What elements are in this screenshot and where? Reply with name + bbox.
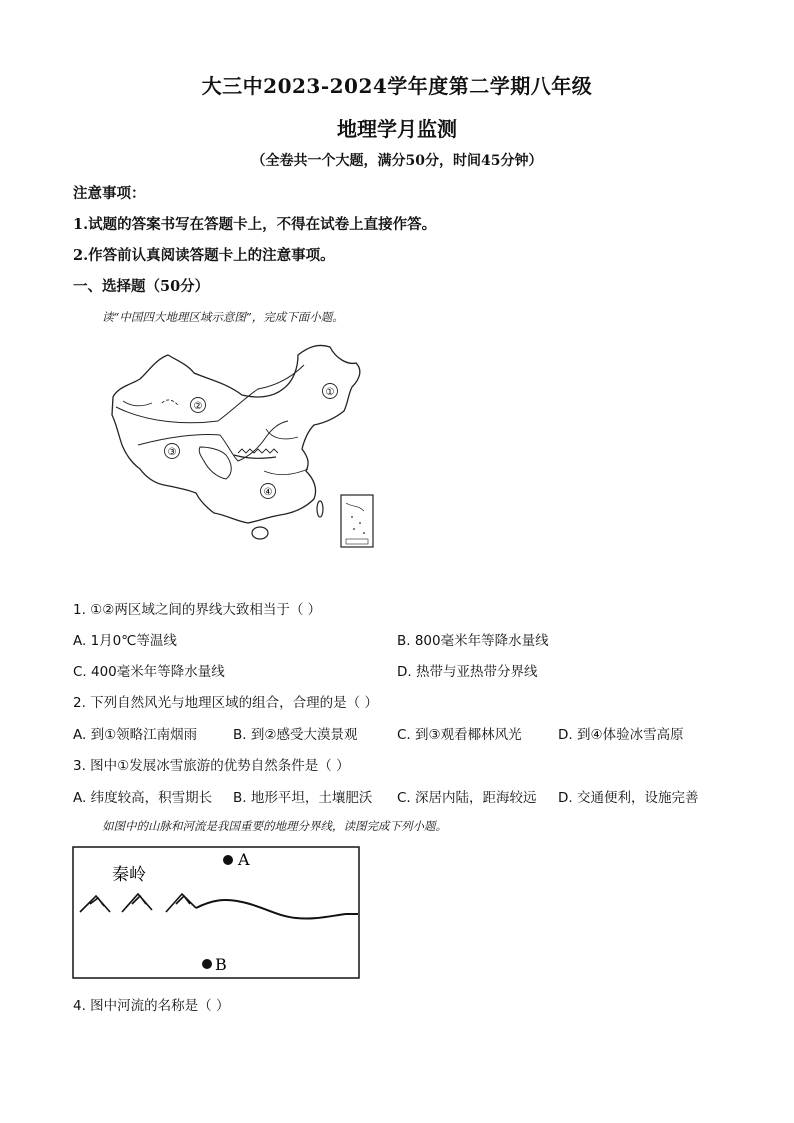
region-label-4: [261, 484, 276, 499]
svg-text:③: ③: [167, 447, 177, 458]
point-b-marker: [202, 959, 212, 969]
map-intro: 读“中国四大地理区域示意图”，完成下面小题。: [102, 310, 344, 324]
question-3: 3. 图中①发展冰雪旅游的优势自然条件是（ ）: [73, 758, 350, 774]
q2-option-b: B. 到②感受大漠景观: [233, 727, 358, 743]
china-regions-map: [108, 337, 383, 552]
q1-option-c: C. 400毫米年等降水量线: [73, 664, 225, 680]
svg-text:①: ①: [325, 387, 335, 398]
region-label-1: [323, 384, 338, 399]
page-subtitle-title: 地理学月监测: [337, 117, 457, 141]
exam-info: （全卷共一个大题，满分50分，时间45分钟）: [251, 153, 543, 169]
mountain-label: 秦岭: [112, 865, 146, 885]
notes-heading: 注意事项：: [73, 185, 146, 202]
q3-option-a: A. 纬度较高，积雪期长: [73, 790, 213, 806]
china-outline: [112, 345, 360, 523]
q1-option-d: D. 热带与亚热带分界线: [397, 664, 538, 680]
svg-text:②: ②: [193, 401, 203, 412]
region-label-2: [191, 398, 206, 413]
question-1: 1. ①②两区域之间的界线大致相当于（ ）: [73, 602, 322, 618]
question-4: 4. 图中河流的名称是（ ）: [73, 998, 230, 1014]
q1-option-b: B. 800毫米年等降水量线: [397, 633, 549, 649]
q2-option-a: A. 到①领略江南烟雨: [73, 727, 198, 743]
section-heading: 一、选择题（50分）: [73, 278, 210, 295]
point-b-label: B: [215, 955, 227, 974]
question-2: 2. 下列自然风光与地理区域的组合，合理的是（ ）: [73, 695, 378, 711]
q2-option-d: D. 到④体验冰雪高原: [558, 727, 684, 743]
page-title: 大三中2023-2024学年度第二学期八年级: [201, 74, 593, 98]
qinling-diagram: [72, 846, 360, 979]
note-item-2: 2.作答前认真阅读答题卡上的注意事项。: [73, 247, 335, 264]
q2-option-c: C. 到③观看椰林风光: [397, 727, 522, 743]
south-china-sea-inset: [341, 495, 373, 547]
q3-option-c: C. 深居内陆，距海较远: [397, 790, 537, 806]
point-a-label: A: [238, 850, 250, 869]
point-a-marker: [223, 855, 233, 865]
q1-option-a: A. 1月0℃等温线: [73, 633, 177, 649]
q3-option-d: D. 交通便利，设施完善: [558, 790, 699, 806]
diagram-intro: 如图中的山脉和河流是我国重要的地理分界线，读图完成下列小题。: [102, 819, 447, 833]
note-item-1: 1.试题的答案书写在答题卡上，不得在试卷上直接作答。: [73, 216, 437, 233]
region-label-3: [165, 444, 180, 459]
svg-text:④: ④: [263, 487, 273, 498]
q3-option-b: B. 地形平坦，土壤肥沃: [233, 790, 373, 806]
